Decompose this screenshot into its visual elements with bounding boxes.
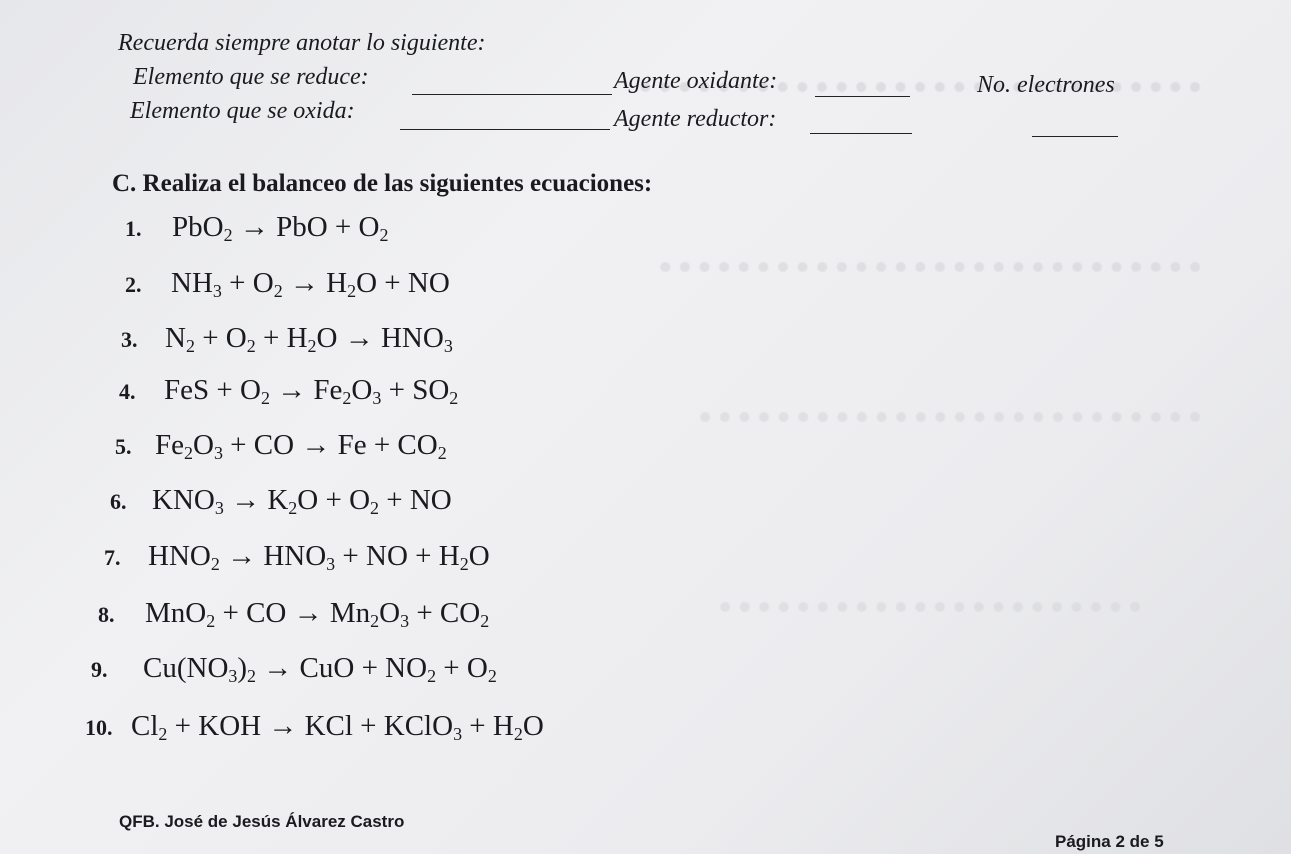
equation-number: 6. xyxy=(110,489,127,514)
equation-text: $HNO_2 \to HNO_3$ + NO + $H_2O$ xyxy=(148,540,490,575)
reminder-intro: Recuerda siempre anotar lo siguiente: xyxy=(118,30,486,56)
subscript: 3 xyxy=(326,554,336,575)
subscript: 2 xyxy=(288,498,298,519)
equation-text: MnO$_2$ + CO → $Mn_2O_3 + CO_2$ xyxy=(145,597,490,632)
reducing-agent-label: Agente reductor: xyxy=(614,106,777,132)
subscript: 2 xyxy=(370,611,380,632)
subscript: 3 xyxy=(372,388,382,409)
equation-text: FeS + $O_2 \to Fe_2O_3 + SO_2$ xyxy=(164,374,459,409)
subscript: 2 xyxy=(342,388,352,409)
subscript: 2 xyxy=(247,666,257,687)
equation-text: $Fe_2O_3$ + CO → $Fe + CO_2$ xyxy=(155,429,447,464)
electrons-label: No. electrones xyxy=(977,72,1115,98)
subscript: 2 xyxy=(260,388,270,409)
equation-item xyxy=(119,374,458,407)
reducing-agent-blank[interactable] xyxy=(810,133,912,134)
subscript: 2 xyxy=(273,281,283,302)
section-title: C. Realiza el balanceo de las siguientes ecuaciones: xyxy=(112,170,653,197)
equation-number: 8. xyxy=(98,602,115,627)
equation-item xyxy=(125,211,388,244)
equation-number: 5. xyxy=(115,434,132,459)
subscript: 2 xyxy=(437,443,447,464)
oxidizing-agent-blank[interactable] xyxy=(815,96,910,97)
equation-number: 1. xyxy=(125,216,142,241)
bleed-through-texture xyxy=(660,250,1200,272)
subscript: 2 xyxy=(513,724,523,745)
subscript: 3 xyxy=(443,336,453,357)
subscript: 2 xyxy=(206,611,216,632)
equation-text: $KNO_3 \to K_2O + O_2$ + NO xyxy=(152,484,452,519)
subscript: 3 xyxy=(400,611,410,632)
subscript: 2 xyxy=(158,724,168,745)
subscript: 2 xyxy=(459,554,469,575)
equation-item xyxy=(98,597,489,630)
subscript: 3 xyxy=(213,443,223,464)
equation-item xyxy=(121,322,453,355)
equation-number: 7. xyxy=(104,545,121,570)
reduced-element-label: Elemento que se reduce: xyxy=(133,64,369,90)
equation-number: 10. xyxy=(85,715,113,740)
subscript: 2 xyxy=(184,443,193,464)
equation-text: $Cl_2$ + KOH → KCl + KClO$_3$ + $H_2O$ xyxy=(131,710,544,745)
equation-text: $Cu(NO_3)_2$ → CuO + $NO_2 + O_2$ xyxy=(143,652,497,687)
bleed-through-texture xyxy=(700,400,1200,422)
subscript: 3 xyxy=(228,666,238,687)
subscript: 2 xyxy=(307,336,317,357)
equation-number: 2. xyxy=(125,272,142,297)
oxidizing-agent-label: Agente oxidante: xyxy=(614,68,778,94)
equation-item xyxy=(85,710,544,743)
subscript: 2 xyxy=(347,281,357,302)
subscript: 2 xyxy=(480,611,490,632)
subscript: 2 xyxy=(449,388,459,409)
equation-item xyxy=(115,429,447,462)
equation-text: $NH_3 + O_2 \to H_2O$ + NO xyxy=(171,267,450,302)
subscript: 2 xyxy=(487,666,497,687)
equation-item xyxy=(104,540,490,573)
page-number: Página 2 de 5 xyxy=(1055,832,1164,851)
oxidized-element-blank[interactable] xyxy=(400,129,610,130)
equation-number: 9. xyxy=(91,657,108,682)
equation-text: $N_2 + O_2 + H_2O \to HNO_3$ xyxy=(165,322,453,357)
equation-number: 3. xyxy=(121,327,138,352)
subscript: 3 xyxy=(212,281,222,302)
subscript: 2 xyxy=(185,336,195,357)
reduced-element-blank[interactable] xyxy=(412,94,612,95)
equation-item xyxy=(125,267,450,300)
subscript: 3 xyxy=(214,498,224,519)
footer-author: QFB. José de Jesús Álvarez Castro xyxy=(119,812,405,831)
subscript: 2 xyxy=(223,225,233,246)
subscript: 2 xyxy=(246,336,256,357)
electrons-blank[interactable] xyxy=(1032,136,1118,137)
subscript: 2 xyxy=(379,225,389,246)
bleed-through-texture xyxy=(720,590,1140,612)
subscript: 2 xyxy=(427,666,437,687)
subscript: 2 xyxy=(210,554,220,575)
subscript: 3 xyxy=(453,724,463,745)
equation-item xyxy=(91,652,497,685)
oxidized-element-label: Elemento que se oxida: xyxy=(130,98,355,124)
equation-number: 4. xyxy=(119,379,136,404)
subscript: 2 xyxy=(370,498,379,519)
equation-item xyxy=(110,484,452,517)
equation-text: PbO$_2$ → PbO + $O_2$ xyxy=(172,211,389,246)
